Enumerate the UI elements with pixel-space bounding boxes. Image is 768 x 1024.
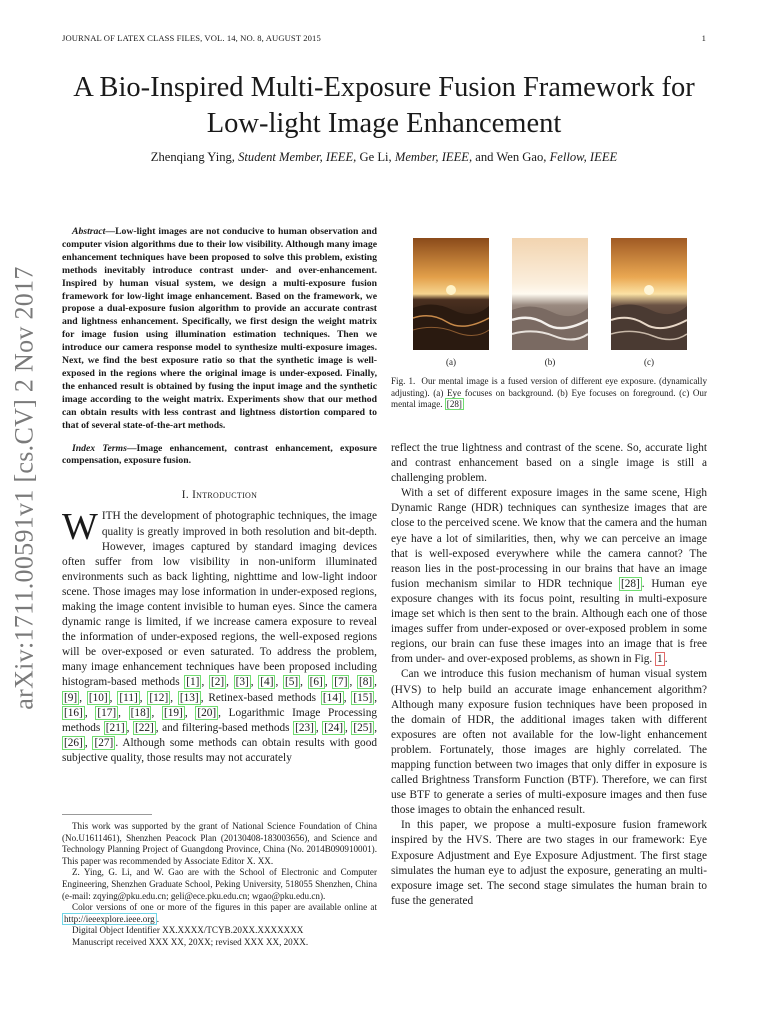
section-heading [62,488,377,503]
abstract-label: Abstract [72,226,106,237]
body-text: . Human eye exposure changes with its focus point, resulting in multi-exposure image set which is then sent to the brain. Although each one of those images suffer from under-exposed or over-exposed problem in some regions, our brain can fuse these images into an image that is free from under- and over-exposed problems, as shown in Fig. [391,577,707,666]
footnote-color [62,902,377,925]
page-number: 1 [701,33,706,43]
index-terms-label: Index Terms [72,442,127,454]
running-header [62,33,706,43]
author-role: Fellow, IEEE [549,150,618,164]
citation[interactable]: [5] [284,676,299,689]
citation[interactable]: [6] [309,676,323,689]
footnotes [62,814,377,949]
ieee-url-link[interactable]: http://ieeexplore.ieee.org [64,913,155,924]
footnote-affiliation: Z. Ying, G. Li, and W. Gao are with the School of Electronic and Computer Engineering, Shenzhen Graduate School, Peking University, 518055 Shenzhen, China (e-mail: zqying@pku.edu.cn; geli@ece.pku.edu.cn; wgao@pku.edu.cn). [62,867,377,901]
citation[interactable]: [12] [149,691,169,704]
body-text: With a set of different exposure images in the same scene, High Dynamic Range (HDR) techniques can synthesize images that are close to the perceived scene. We know that the camera and the human eye have a lot of similarities, then, why we can perceive an image that is well-exposed everywhere while the camera cannot? The reason lies in the post-processing in our brains that have an image fusion mechanism similar to HDR technique [391,487,707,590]
citation[interactable]: [2] [210,676,225,689]
paper-title: A Bio-Inspired Multi-Exposure Fusion Framework for Low-light Image Enhancement [73,72,695,139]
citation[interactable]: [14] [322,691,342,704]
footnote-manuscript: Manuscript received XXX XX, 20XX; revised XXX XX, 20XX. [72,936,309,947]
figure-1 [391,232,707,372]
citation[interactable]: [21] [105,721,125,734]
figure-label-c: (c) [644,357,654,367]
citation[interactable]: [25] [353,721,373,734]
footnote-funding: This work was supported by the grant of National Science Foundation of China (No.U1611461), Shenzhen Peacock Plan (20130408-183003656), and Science and Technology Planning Project of Guangdong Province, China (No. 2014B090910001). This paper was recommended by Associate Editor X. XX. [62,821,377,866]
citation[interactable]: [9] [64,691,78,704]
figure-label-b: (b) [544,357,556,367]
intro-text: , and filtering-based methods [155,721,290,734]
author-name: Wen Gao, [496,150,547,164]
intro-paragraph: WITH the development of photographic techniques, the image quality is greatly improved in both resolution and bit-depth. However, images captured by standard imaging devices often suffer from low visibility in non-uniform illuminated environments such as back lighting, nighttime and low-light indoor scene. Those images may lose information in under-exposed regions, making the image content invisible to human eyes. Since the camera dynamic range is limited, if we increase camera exposure to reveal the information of under-exposed regions, the well-exposed regions will be over-exposed or even saturated. To address the problem, many image enhancement techniques have been proposed including histogram-based methods [1] , [2] , [3] , [4] , [5] , [6] , [7] , [8] , [9] , [10] , [11] , [12] , [13] , Retinex-based methods [14] , [15] , [16] , [17] , [18] , [19] , [20] , Logarithmic Image Processing methods [21] , [22] , and filtering-based methods [23] , [24] , [25] , [26] , [27] . Although some methods can obtain results with good subjective quality, those results may not accurately [62,506,378,764]
figure-label-a: (a) [446,357,456,367]
section-title: Introduction [192,489,258,502]
author-role: Student Member, IEEE, [238,150,357,164]
figure-image-b [512,238,588,350]
journal-name: JOURNAL OF LATEX CLASS FILES, VOL. 14, NO. 8, AUGUST 2015 [62,33,321,43]
abstract [62,226,377,433]
body-paragraph: In this paper, we propose a multi-exposure fusion framework inspired by the HVS. There are two stages in our framework: Eye Exposure Adjustment and Eye Exposure Adjustment. The first stage simulates the human eye to adjust the exposure, generating an multi-exposure image set. The second stage simulates the human brain to fuse the generated [391,819,707,907]
citation[interactable]: [11] [119,691,138,704]
citation[interactable]: [27] [94,736,114,749]
citation[interactable]: [17] [97,706,117,719]
citation[interactable]: [8] [358,676,373,689]
author-name: Zhenqiang Ying, [150,150,235,164]
caption-label: Fig. 1. [391,376,416,386]
intro-text: , Logarithmic Image Processing methods [62,706,377,734]
citation[interactable]: [16] [64,706,83,719]
figure-reference-link[interactable]: 1 [657,653,663,666]
footnote-doi: Digital Object Identifier XX.XXXX/TCYB.20XX.XXXXXXX [72,925,304,936]
arxiv-sidebar [8,258,42,718]
citation[interactable]: [4] [260,676,274,689]
drop-cap: W [62,506,98,549]
arxiv-identifier: arXiv:1711.00591v1 [cs.CV] 2 Nov 2017 [10,266,39,710]
abstract-text: —Low-light images are not conducive to human observation and computer vision algorithms due to their low visibility. Although many image enhancement techniques have been proposed to solve this problem, existing methods inevitably introduce contrast under- and over-enhancement. Inspired by human visual system, we design a multi-exposure fusion framework for low-light image enhancement. Based on the framework, we propose a dual-exposure fusion algorithm to provide an accurate contrast and lightness enhancement. Specifically, we first design the weight matrix for image fusion using illumination estimation techniques. Then we introduce our camera response model to synthesize multi-exposure images. Next, we find the best exposure ratio so that the synthetic image is well-exposed in the regions where the original image is under-exposed. Finally, the enhanced result is obtained by fusing the input image and the synthetic image according to the weight matrix. Experiments show that our method can obtain results with less contrast and lightness distortion compared to that of several state-of-the-art methods. [62,226,377,431]
citation[interactable]: [20] [197,706,217,719]
intro-text: . Although some methods can obtain results with good subjective quality, those results may not accurately [62,736,377,764]
figure-caption [391,376,707,411]
citation[interactable]: [13] [179,691,199,704]
right-column [391,441,707,909]
citation[interactable]: [26] [64,736,83,749]
body-text: . [664,653,668,666]
author-role: Member, IEEE, [394,150,473,164]
footnote-color-text: Color versions of one or more of the figures in this paper are available online at [72,902,377,913]
citation[interactable]: [1] [186,676,200,689]
figure-image-c [611,238,687,350]
index-terms [62,443,377,469]
body-paragraph: Can we introduce this fusion mechanism of human visual system (HVS) to help build an accurate image enhancement algorithm? Although many exposure fusion techniques have been proposed in the domain of HDR, the additional images taken with different exposures are often not available for the low-light enhancement problem. Fortunately, those images are highly correlated. The mapping function between two images that only differ in exposure is called Brightness Transform Function (BTF). Therefore, we can first use BTF to generate a series of multi-exposure images and then fuse those images to obtain the enhanced result. [391,668,707,817]
intro-text: ITH the development of photographic techniques, the image quality is greatly improved in both resolution and bit-depth. However, images captured by standard imaging devices often suffer from low visibility in non-uniform illuminated environments such as back lighting, nighttime and low-light indoor scene. Those images may lose information in under-exposed regions, making the image content invisible to human eyes. Since the camera dynamic range is limited, if we increase camera exposure to reveal the information of under-exposed regions, the well-exposed regions will be over-exposed or even saturated. To address the problem, many image enhancement techniques have been proposed including histogram-based methods [62,510,377,689]
citation[interactable]: [10] [88,691,108,704]
author-line [40,150,728,165]
footnote-rule [62,814,152,815]
body-paragraph [391,486,707,667]
author-name: Ge Li, [359,150,392,164]
caption-text: Our mental image is a fused version of different eye exposure. (dynamically adjusting). (a) Eye focuses on background. (b) Eye focuses on foreground. (c) Our mental image. [391,376,708,410]
figure-image-a [413,238,489,350]
citation[interactable]: [28] [620,577,640,590]
left-column [62,226,377,766]
citation[interactable]: [18] [130,706,150,719]
citation[interactable]: [23] [295,721,314,734]
body-paragraph: reflect the true lightness and contrast of the scene. So, accurate light and contrast enhancement based on a single image is still a challenging problem. [391,442,707,485]
citation[interactable]: [7] [334,676,348,689]
section-number: I. [181,489,189,502]
citation[interactable]: [19] [163,706,183,719]
footnote-period: . [156,913,160,924]
citation[interactable]: [28] [446,399,462,410]
index-terms-text: —Image enhancement, contrast enhancement, exposure compensation, exposure fusion. [62,442,377,467]
citation[interactable]: [15] [353,691,373,704]
intro-text: , Retinex-based methods [200,691,317,704]
citation[interactable]: [22] [134,721,154,734]
citation[interactable]: [24] [324,721,344,734]
author-conjunction: and [475,150,494,164]
citation[interactable]: [3] [235,676,249,689]
